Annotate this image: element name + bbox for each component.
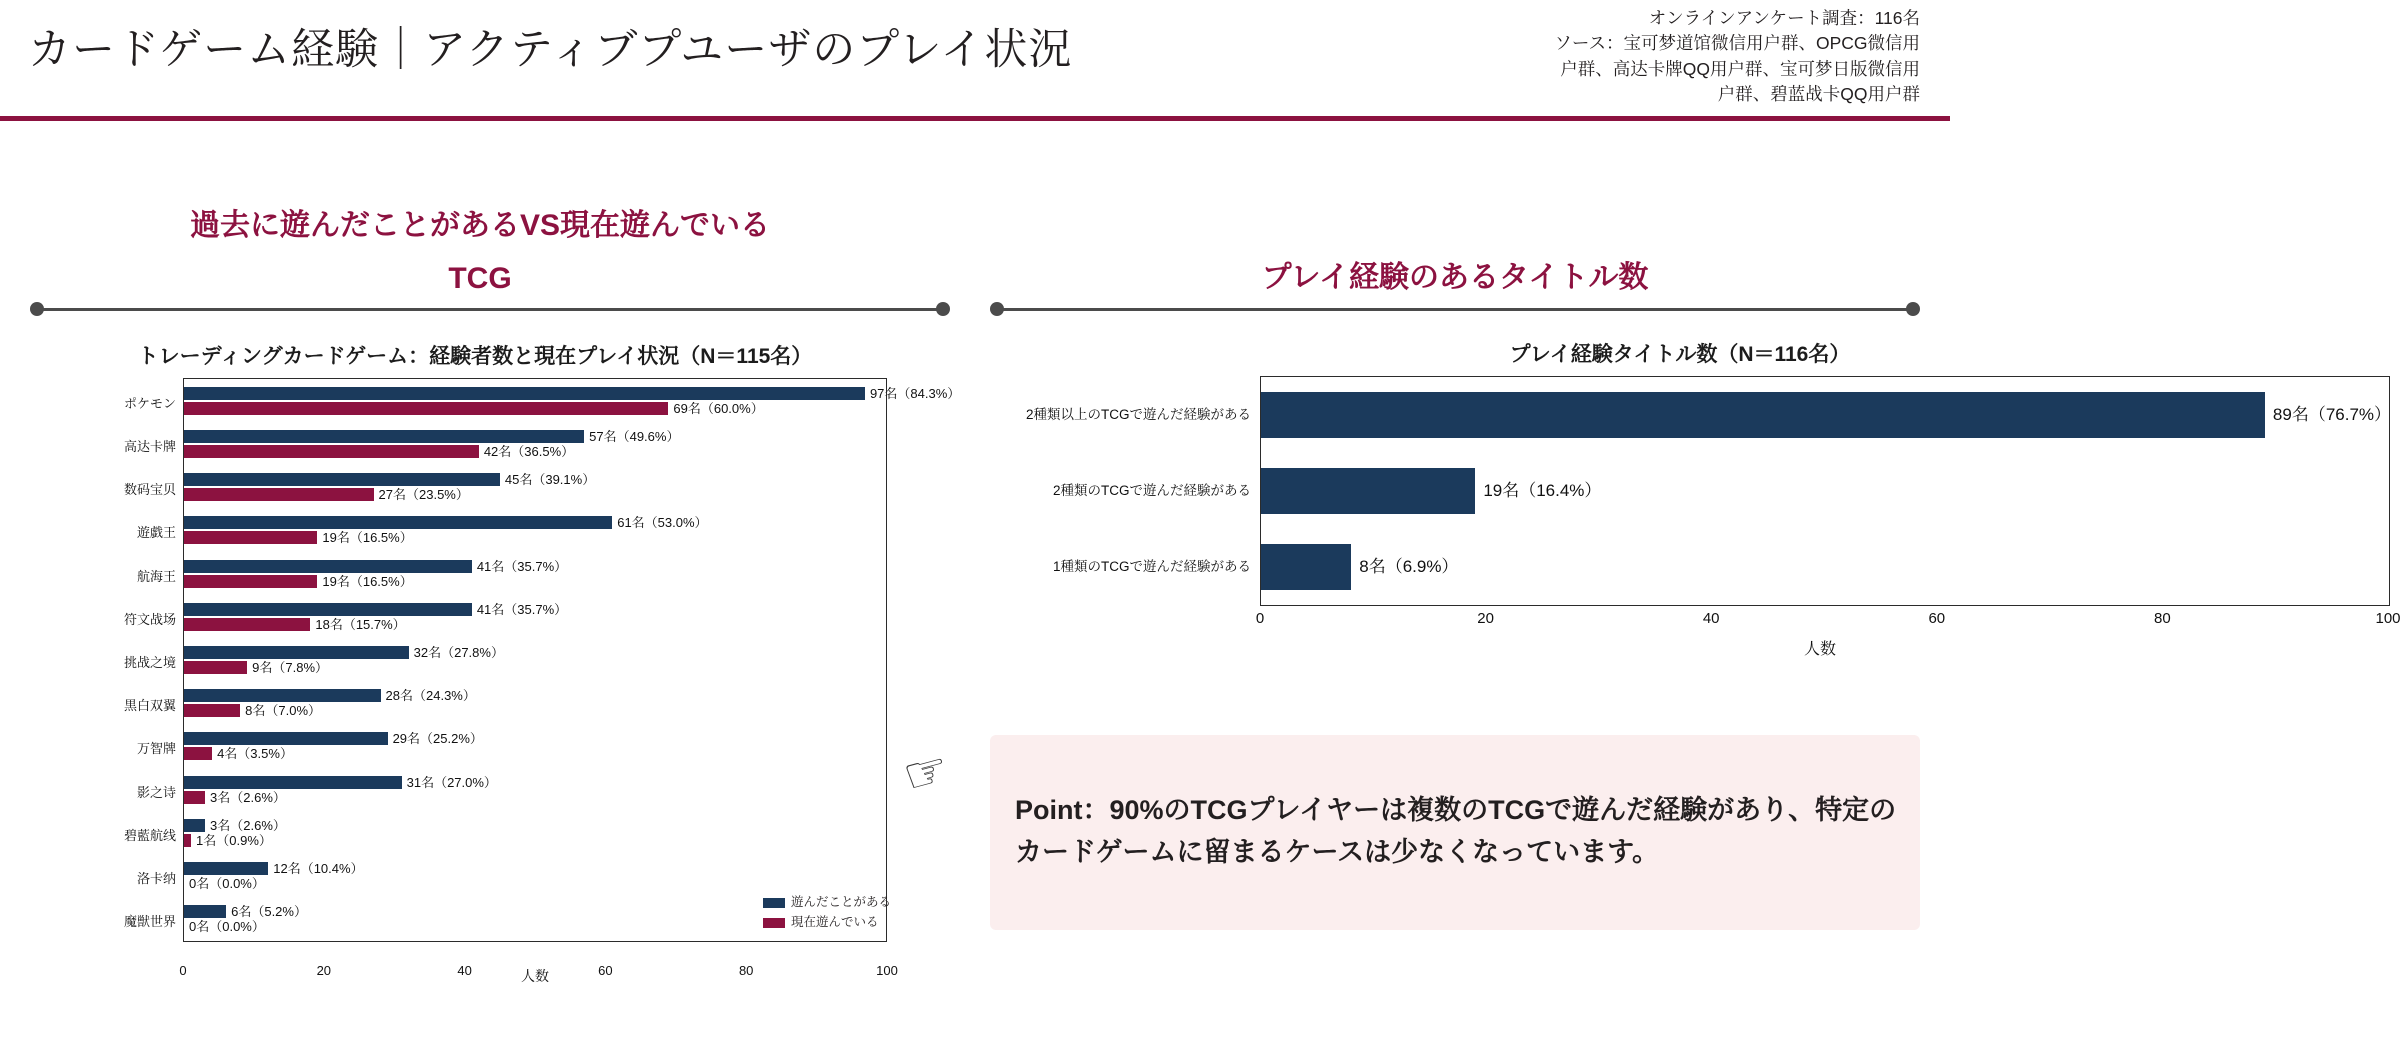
chart-bar	[184, 402, 668, 415]
category-label: 2種類以上のTCGで遊んだ経験がある	[1025, 407, 1251, 422]
x-tick-label: 40	[457, 963, 472, 978]
chart-bar	[184, 689, 381, 702]
chart-bar-group	[123, 817, 886, 849]
chart-bar	[184, 661, 247, 674]
bar-value-label: 31名（27.0%）	[406, 774, 497, 790]
chart-bar-group	[123, 385, 961, 417]
legend-item	[763, 894, 891, 911]
right-section-divider	[990, 302, 1920, 316]
chart-bar	[184, 618, 310, 631]
chart-bar	[184, 387, 865, 400]
title-count-chart	[1025, 330, 2401, 690]
chart-bar	[184, 732, 388, 745]
bar-value-label: 27名（23.5%）	[378, 487, 469, 503]
chart-bar-group	[136, 558, 886, 590]
right-section-heading: プレイ経験のあるタイトル数	[1261, 261, 1649, 294]
bar-value-label: 32名（27.8%）	[413, 645, 504, 660]
chart-bar-group	[136, 861, 886, 892]
bar-value-label: 19名（16.5%）	[322, 573, 413, 589]
legend-label: 遊んだことがある	[790, 895, 891, 909]
x-tick-label: 60	[598, 963, 613, 978]
category-label: 数码宝贝	[123, 482, 176, 498]
chart-bar	[184, 776, 402, 789]
bar-value-label: 42名（36.5%）	[483, 443, 575, 459]
bar-value-label: 9名（7.8%）	[252, 660, 329, 675]
bar-value-label: 8名（6.9%）	[1359, 557, 1459, 576]
chart-bar-group	[136, 774, 886, 806]
x-tick-label: 40	[1702, 610, 1720, 627]
category-label: 高达卡牌	[123, 438, 176, 454]
source-note	[1440, 6, 1920, 108]
bar-value-label: 4名（3.5%）	[217, 746, 293, 762]
x-tick-label: 100	[876, 963, 898, 978]
chart-title: プレイ経験タイトル数（N＝116名）	[1509, 343, 1851, 366]
category-label: 遊戯王	[136, 525, 176, 541]
chart-bar	[184, 430, 584, 443]
chart-bar	[184, 704, 240, 717]
page-title: カードゲーム経験｜アクティブプユーザのプレイ状況	[28, 26, 1073, 74]
x-tick-label: 60	[1928, 610, 1946, 627]
x-tick-label: 0	[1255, 610, 1265, 627]
source-line-2: ソース：宝可梦道馆微信用户群、OPCG微信用	[1554, 33, 1920, 54]
left-heading-line-1: 過去に遊んだことがあるVS現在遊んでいる	[189, 209, 771, 242]
source-line-3: 户群、高达卡牌QQ用户群、宝可梦日版微信用	[1560, 58, 1920, 79]
pointing-hand-icon: ☞	[897, 739, 956, 806]
category-label: 1種類のTCGで遊んだ経験がある	[1052, 559, 1251, 574]
x-tick-label: 20	[316, 963, 332, 978]
chart-legend	[763, 894, 891, 934]
x-axis-label: 人数	[521, 968, 549, 984]
chart-bar-group	[1052, 544, 2389, 590]
chart-bar	[184, 488, 374, 501]
bar-value-label: 19名（16.4%）	[1483, 481, 1602, 500]
x-tick-label: 20	[1477, 610, 1494, 627]
chart-bar	[184, 473, 500, 486]
x-tick-label: 80	[738, 963, 754, 978]
x-tick-label: 100	[2375, 610, 2401, 627]
chart-bar-group	[123, 472, 886, 503]
bar-value-label: 0名（0.0%）	[189, 919, 265, 935]
header-divider	[0, 116, 1950, 121]
category-label: 万智牌	[136, 741, 176, 757]
tcg-experience-chart	[35, 330, 961, 990]
bar-value-label: 97名（84.3%）	[869, 385, 961, 401]
chart-bar-group	[1052, 468, 2389, 514]
plot-area	[1025, 376, 2392, 606]
legend-swatch	[763, 918, 785, 928]
bar-value-label: 41名（35.7%）	[476, 558, 568, 574]
category-label: 魔獣世界	[123, 914, 176, 930]
category-label: 航海王	[136, 568, 176, 584]
divider-dot-right	[936, 302, 950, 316]
source-line-4: 户群、碧蓝战卡QQ用户群	[1717, 84, 1920, 105]
category-label: ポケモン	[123, 395, 176, 411]
bar-value-label: 19名（16.5%）	[322, 530, 413, 546]
chart-bar	[184, 445, 479, 458]
chart-bar-group	[123, 428, 886, 460]
x-axis-label: 人数	[1804, 641, 1837, 658]
chart-bar-group	[136, 515, 886, 546]
divider-bar	[1000, 308, 1910, 311]
bar-value-label: 3名（2.6%）	[210, 789, 286, 805]
plot-area	[123, 378, 961, 942]
chart-bar-group	[123, 601, 886, 633]
chart-bar	[184, 834, 191, 847]
left-heading-line-2: TCG	[448, 261, 512, 295]
legend-label: 現在遊んでいる	[790, 915, 879, 929]
bar-value-label: 61名（53.0%）	[617, 515, 708, 531]
bar-value-label: 3名（2.6%）	[210, 817, 286, 833]
chart-bar	[1261, 468, 1475, 514]
point-callout-text: Point：90%のTCGプレイヤーは複数のTCGで遊んだ経験があり、特定のカードゲームに留まるケースは少なくなっています。	[1015, 795, 1897, 867]
chart-bar	[184, 747, 212, 760]
bar-value-label: 6名（5.2%）	[231, 904, 307, 920]
legend-swatch	[763, 898, 785, 908]
chart-bar	[184, 575, 317, 588]
source-line-1: オンラインアンケート調査：116名	[1648, 8, 1920, 28]
x-tick-label: 80	[2154, 610, 2171, 627]
chart-bar-group	[1025, 392, 2392, 438]
chart-bar	[184, 603, 472, 616]
bar-value-label: 29名（25.2%）	[392, 731, 483, 747]
chart-bar	[184, 531, 317, 544]
category-label: 洛卡纳	[136, 871, 176, 887]
chart-bar	[184, 646, 409, 659]
legend-item	[763, 914, 891, 931]
left-section-heading	[0, 200, 960, 305]
bar-value-label: 12名（10.4%）	[273, 861, 364, 877]
bar-value-label: 1名（0.9%）	[196, 832, 272, 848]
chart-bar	[184, 791, 205, 804]
bar-value-label: 69名（60.0%）	[673, 400, 764, 416]
bar-value-label: 28名（24.3%）	[385, 688, 476, 704]
chart-bar-group	[136, 731, 886, 762]
bar-value-label: 18名（15.7%）	[315, 616, 406, 632]
bar-value-label: 57名（49.6%）	[589, 428, 680, 444]
category-label: 黒白双翼	[123, 698, 176, 714]
chart-bar-group	[123, 645, 886, 676]
divider-dot-right	[1906, 302, 1920, 316]
left-section-divider	[30, 302, 950, 316]
chart-bar	[1261, 544, 1351, 590]
chart-bar	[184, 862, 268, 875]
bar-value-label: 45名（39.1%）	[504, 472, 596, 488]
chart-bar	[1261, 392, 2265, 438]
chart-bar	[184, 516, 612, 529]
chart-bar	[184, 905, 226, 918]
bar-value-label: 8名（7.0%）	[245, 703, 322, 719]
category-label: 符文战场	[123, 611, 176, 627]
category-label: 2種類のTCGで遊んだ経験がある	[1052, 483, 1251, 498]
chart-bar-group	[123, 688, 886, 719]
divider-bar	[40, 308, 940, 311]
x-tick-label: 0	[179, 963, 187, 978]
category-label: 碧藍航线	[123, 827, 176, 843]
bar-value-label: 0名（0.0%）	[189, 876, 265, 892]
category-label: 影之诗	[136, 784, 176, 800]
category-label: 挑战之境	[123, 655, 176, 670]
bar-value-label: 89名（76.7%）	[2272, 405, 2392, 424]
chart-title: トレーディングカードゲーム：経験者数と現在プレイ状況（N＝115名）	[137, 345, 813, 368]
chart-bar	[184, 560, 472, 573]
bar-value-label: 41名（35.7%）	[476, 601, 568, 617]
chart-bar	[184, 819, 205, 832]
